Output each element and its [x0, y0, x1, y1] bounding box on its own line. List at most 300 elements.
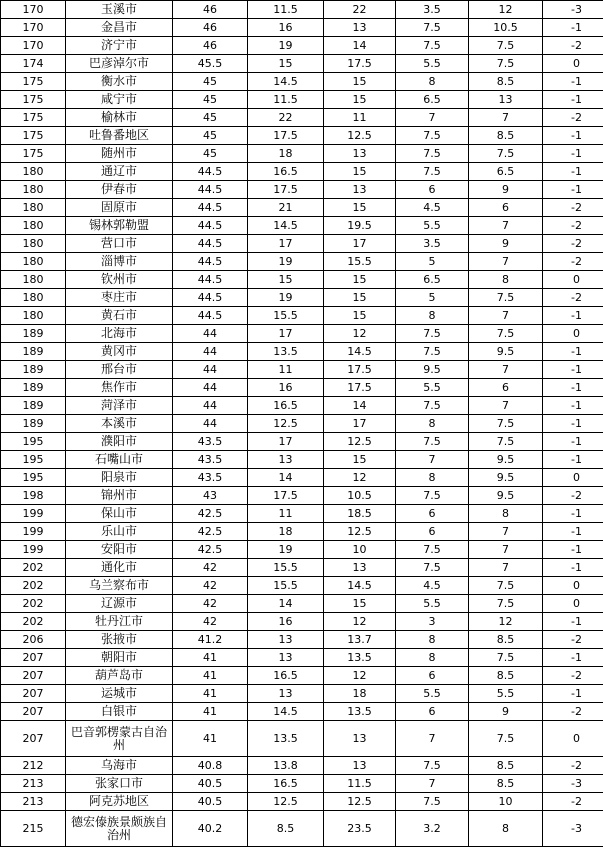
cell-total: 42: [173, 613, 248, 631]
cell-change: -2: [543, 631, 603, 649]
cell-s1: 16.5: [248, 163, 324, 181]
cell-s2: 12.5: [324, 523, 396, 541]
cell-rank: 189: [1, 361, 66, 379]
cell-city: 巴音郭楞蒙古自治州: [66, 721, 173, 757]
cell-rank: 212: [1, 757, 66, 775]
cell-rank: 189: [1, 397, 66, 415]
cell-s2: 13: [324, 721, 396, 757]
cell-city: 濮阳市: [66, 433, 173, 451]
cell-total: 44.5: [173, 235, 248, 253]
cell-change: -1: [543, 505, 603, 523]
cell-s3: 7.5: [396, 37, 469, 55]
cell-total: 42: [173, 577, 248, 595]
cell-s4: 8.5: [469, 775, 543, 793]
table-row: [1, 649, 603, 667]
cell-s4: 7: [469, 559, 543, 577]
cell-city: 锦州市: [66, 487, 173, 505]
table-row: [1, 667, 603, 685]
cell-s2: 12: [324, 469, 396, 487]
cell-city: 伊春市: [66, 181, 173, 199]
cell-change: -2: [543, 217, 603, 235]
cell-s2: 13: [324, 145, 396, 163]
cell-s4: 8.5: [469, 73, 543, 91]
cell-s3: 8: [396, 415, 469, 433]
cell-s4: 7.5: [469, 649, 543, 667]
cell-s4: 8.5: [469, 127, 543, 145]
cell-total: 44: [173, 379, 248, 397]
cell-s3: 7: [396, 721, 469, 757]
cell-rank: 175: [1, 109, 66, 127]
cell-total: 44: [173, 361, 248, 379]
cell-city: 随州市: [66, 145, 173, 163]
cell-rank: 202: [1, 577, 66, 595]
cell-total: 45.5: [173, 55, 248, 73]
cell-s4: 7: [469, 253, 543, 271]
cell-total: 44: [173, 343, 248, 361]
cell-s2: 13.5: [324, 649, 396, 667]
cell-city: 黄冈市: [66, 343, 173, 361]
cell-change: -1: [543, 91, 603, 109]
cell-rank: 170: [1, 37, 66, 55]
cell-s3: 3.5: [396, 1, 469, 19]
cell-city: 本溪市: [66, 415, 173, 433]
cell-s1: 17: [248, 235, 324, 253]
cell-s4: 6: [469, 199, 543, 217]
cell-s2: 12: [324, 613, 396, 631]
cell-change: -1: [543, 613, 603, 631]
cell-s3: 7.5: [396, 343, 469, 361]
cell-s4: 9.5: [469, 469, 543, 487]
table-row: [1, 289, 603, 307]
table-row: [1, 73, 603, 91]
cell-rank: 199: [1, 505, 66, 523]
cell-total: 41: [173, 685, 248, 703]
table-row: [1, 361, 603, 379]
cell-s4: 8.5: [469, 631, 543, 649]
cell-total: 41: [173, 649, 248, 667]
cell-change: -1: [543, 451, 603, 469]
cell-s3: 7: [396, 775, 469, 793]
cell-s4: 9.5: [469, 451, 543, 469]
cell-s1: 15.5: [248, 307, 324, 325]
cell-s1: 21: [248, 199, 324, 217]
cell-s2: 18.5: [324, 505, 396, 523]
cell-change: 0: [543, 721, 603, 757]
cell-s3: 7.5: [396, 145, 469, 163]
table-row: [1, 379, 603, 397]
cell-s1: 13.5: [248, 343, 324, 361]
cell-city: 固原市: [66, 199, 173, 217]
cell-city: 安阳市: [66, 541, 173, 559]
table-row: [1, 793, 603, 811]
cell-s3: 6: [396, 703, 469, 721]
cell-s2: 15: [324, 271, 396, 289]
table-row: [1, 469, 603, 487]
cell-s4: 7.5: [469, 325, 543, 343]
cell-s1: 17.5: [248, 487, 324, 505]
cell-s3: 6: [396, 667, 469, 685]
cell-s2: 22: [324, 1, 396, 19]
cell-s2: 14: [324, 397, 396, 415]
cell-s1: 19: [248, 289, 324, 307]
cell-city: 钦州市: [66, 271, 173, 289]
cell-s1: 18: [248, 145, 324, 163]
cell-change: 0: [543, 55, 603, 73]
cell-s4: 7: [469, 523, 543, 541]
cell-s2: 12: [324, 667, 396, 685]
cell-s3: 5.5: [396, 379, 469, 397]
cell-s4: 9.5: [469, 343, 543, 361]
table-row: [1, 703, 603, 721]
cell-s1: 13.5: [248, 721, 324, 757]
cell-s4: 9: [469, 235, 543, 253]
cell-s3: 7: [396, 451, 469, 469]
cell-s2: 12.5: [324, 793, 396, 811]
cell-s1: 14: [248, 469, 324, 487]
cell-rank: 207: [1, 685, 66, 703]
cell-s3: 7.5: [396, 397, 469, 415]
table-row: [1, 559, 603, 577]
cell-s2: 17.5: [324, 379, 396, 397]
cell-city: 阿克苏地区: [66, 793, 173, 811]
cell-s3: 5.5: [396, 595, 469, 613]
cell-total: 41: [173, 667, 248, 685]
cell-s1: 12.5: [248, 793, 324, 811]
cell-s4: 7.5: [469, 433, 543, 451]
cell-rank: 180: [1, 199, 66, 217]
cell-s2: 14.5: [324, 343, 396, 361]
cell-s1: 16: [248, 379, 324, 397]
cell-change: -2: [543, 199, 603, 217]
cell-s2: 15: [324, 73, 396, 91]
cell-change: 0: [543, 469, 603, 487]
table-row: [1, 721, 603, 757]
cell-total: 44.5: [173, 163, 248, 181]
cell-total: 44: [173, 397, 248, 415]
cell-total: 40.5: [173, 775, 248, 793]
cell-s3: 4.5: [396, 577, 469, 595]
cell-s3: 6: [396, 505, 469, 523]
cell-s1: 19: [248, 253, 324, 271]
cell-s3: 8: [396, 649, 469, 667]
cell-rank: 189: [1, 379, 66, 397]
cell-s2: 23.5: [324, 811, 396, 847]
cell-city: 金昌市: [66, 19, 173, 37]
table-row: [1, 487, 603, 505]
cell-rank: 215: [1, 811, 66, 847]
cell-change: -1: [543, 433, 603, 451]
cell-s1: 16.5: [248, 775, 324, 793]
cell-total: 44.5: [173, 289, 248, 307]
table-row: [1, 37, 603, 55]
cell-s2: 13: [324, 757, 396, 775]
cell-s3: 5.5: [396, 217, 469, 235]
cell-s1: 14.5: [248, 217, 324, 235]
cell-change: -2: [543, 253, 603, 271]
cell-rank: 199: [1, 541, 66, 559]
cell-rank: 174: [1, 55, 66, 73]
cell-city: 牡丹江市: [66, 613, 173, 631]
cell-change: 0: [543, 595, 603, 613]
cell-s4: 7: [469, 397, 543, 415]
table-row: [1, 253, 603, 271]
cell-city: 乐山市: [66, 523, 173, 541]
cell-change: -1: [543, 127, 603, 145]
cell-s2: 10: [324, 541, 396, 559]
cell-s1: 14.5: [248, 703, 324, 721]
cell-change: 0: [543, 271, 603, 289]
cell-city: 邢台市: [66, 361, 173, 379]
cell-change: -1: [543, 19, 603, 37]
table-row: [1, 613, 603, 631]
cell-city: 淄博市: [66, 253, 173, 271]
cell-rank: 195: [1, 451, 66, 469]
cell-city: 咸宁市: [66, 91, 173, 109]
cell-total: 41: [173, 721, 248, 757]
cell-s3: 7.5: [396, 433, 469, 451]
cell-total: 44.5: [173, 307, 248, 325]
cell-total: 41: [173, 703, 248, 721]
table-row: [1, 307, 603, 325]
cell-s2: 17: [324, 235, 396, 253]
cell-s4: 8: [469, 505, 543, 523]
table-body: [1, 1, 603, 847]
cell-city: 张掖市: [66, 631, 173, 649]
cell-s2: 14.5: [324, 577, 396, 595]
cell-s3: 7.5: [396, 163, 469, 181]
cell-rank: 180: [1, 289, 66, 307]
cell-change: -1: [543, 181, 603, 199]
cell-s4: 7.5: [469, 595, 543, 613]
cell-rank: 207: [1, 721, 66, 757]
cell-total: 42.5: [173, 541, 248, 559]
cell-s1: 11: [248, 361, 324, 379]
table-row: [1, 397, 603, 415]
cell-s4: 7: [469, 109, 543, 127]
cell-s3: 7: [396, 109, 469, 127]
cell-city: 榆林市: [66, 109, 173, 127]
cell-total: 45: [173, 109, 248, 127]
cell-total: 45: [173, 127, 248, 145]
cell-rank: 175: [1, 73, 66, 91]
cell-s2: 19.5: [324, 217, 396, 235]
cell-s3: 6: [396, 181, 469, 199]
cell-s4: 7.5: [469, 721, 543, 757]
cell-s3: 3: [396, 613, 469, 631]
cell-s1: 15: [248, 271, 324, 289]
cell-city: 菏泽市: [66, 397, 173, 415]
cell-s1: 15.5: [248, 559, 324, 577]
cell-s3: 7.5: [396, 127, 469, 145]
cell-s4: 7.5: [469, 577, 543, 595]
cell-s3: 8: [396, 631, 469, 649]
cell-change: -1: [543, 541, 603, 559]
cell-change: -3: [543, 775, 603, 793]
cell-change: -1: [543, 73, 603, 91]
cell-city: 锡林郭勒盟: [66, 217, 173, 235]
table-row: [1, 631, 603, 649]
cell-change: -1: [543, 523, 603, 541]
cell-total: 45: [173, 91, 248, 109]
cell-total: 42: [173, 595, 248, 613]
cell-change: -3: [543, 811, 603, 847]
cell-s2: 11.5: [324, 775, 396, 793]
cell-rank: 195: [1, 469, 66, 487]
cell-s3: 3.2: [396, 811, 469, 847]
cell-s1: 8.5: [248, 811, 324, 847]
cell-change: -1: [543, 397, 603, 415]
cell-s3: 6.5: [396, 271, 469, 289]
cell-change: -2: [543, 667, 603, 685]
cell-s4: 8: [469, 811, 543, 847]
cell-s2: 15.5: [324, 253, 396, 271]
cell-city: 枣庄市: [66, 289, 173, 307]
cell-rank: 213: [1, 793, 66, 811]
cell-city: 巴彦淖尔市: [66, 55, 173, 73]
cell-s1: 11.5: [248, 1, 324, 19]
cell-s2: 17: [324, 415, 396, 433]
cell-s2: 15: [324, 91, 396, 109]
cell-rank: 207: [1, 703, 66, 721]
cell-s4: 5.5: [469, 685, 543, 703]
cell-s1: 11: [248, 505, 324, 523]
cell-s1: 16.5: [248, 397, 324, 415]
table-row: [1, 127, 603, 145]
table-row: [1, 775, 603, 793]
table-row: [1, 433, 603, 451]
cell-s2: 12.5: [324, 433, 396, 451]
cell-s1: 15.5: [248, 577, 324, 595]
table-row: [1, 523, 603, 541]
cell-total: 44: [173, 325, 248, 343]
cell-city: 乌兰察布市: [66, 577, 173, 595]
cell-s4: 9.5: [469, 487, 543, 505]
cell-total: 43.5: [173, 433, 248, 451]
cell-city: 运城市: [66, 685, 173, 703]
table-row: [1, 577, 603, 595]
table-row: [1, 91, 603, 109]
cell-city: 葫芦岛市: [66, 667, 173, 685]
cell-rank: 180: [1, 217, 66, 235]
cell-s2: 10.5: [324, 487, 396, 505]
cell-change: 0: [543, 325, 603, 343]
cell-s4: 9: [469, 703, 543, 721]
cell-s1: 13: [248, 631, 324, 649]
table-row: [1, 181, 603, 199]
table-row: [1, 451, 603, 469]
cell-total: 43.5: [173, 451, 248, 469]
cell-s4: 7.5: [469, 289, 543, 307]
cell-s4: 7.5: [469, 415, 543, 433]
cell-s4: 7: [469, 307, 543, 325]
cell-s4: 12: [469, 1, 543, 19]
cell-total: 45: [173, 145, 248, 163]
cell-s3: 7.5: [396, 325, 469, 343]
cell-s3: 5: [396, 289, 469, 307]
cell-change: 0: [543, 577, 603, 595]
cell-total: 44.5: [173, 253, 248, 271]
cell-rank: 189: [1, 325, 66, 343]
cell-total: 46: [173, 37, 248, 55]
cell-s3: 5.5: [396, 55, 469, 73]
cell-change: -1: [543, 163, 603, 181]
cell-s4: 7.5: [469, 55, 543, 73]
cell-s2: 12.5: [324, 127, 396, 145]
cell-change: -2: [543, 487, 603, 505]
cell-s4: 7.5: [469, 145, 543, 163]
cell-rank: 207: [1, 649, 66, 667]
cell-total: 42.5: [173, 523, 248, 541]
cell-change: -2: [543, 235, 603, 253]
cell-city: 黄石市: [66, 307, 173, 325]
cell-rank: 170: [1, 1, 66, 19]
cell-s1: 17: [248, 433, 324, 451]
cell-s1: 13: [248, 451, 324, 469]
cell-change: -2: [543, 37, 603, 55]
cell-s4: 10.5: [469, 19, 543, 37]
cell-total: 44.5: [173, 181, 248, 199]
cell-s2: 17.5: [324, 55, 396, 73]
cell-city: 乌海市: [66, 757, 173, 775]
cell-s2: 13: [324, 181, 396, 199]
table-row: [1, 145, 603, 163]
cell-change: -2: [543, 109, 603, 127]
cell-city: 焦作市: [66, 379, 173, 397]
table-row: [1, 163, 603, 181]
table-row: [1, 415, 603, 433]
cell-rank: 175: [1, 91, 66, 109]
cell-city: 吐鲁番地区: [66, 127, 173, 145]
table-row: [1, 19, 603, 37]
cell-s2: 15: [324, 595, 396, 613]
cell-change: -2: [543, 757, 603, 775]
cell-rank: 198: [1, 487, 66, 505]
cell-city: 张家口市: [66, 775, 173, 793]
cell-rank: 180: [1, 235, 66, 253]
cell-s2: 17.5: [324, 361, 396, 379]
cell-rank: 180: [1, 163, 66, 181]
cell-city: 白银市: [66, 703, 173, 721]
cell-s2: 13.7: [324, 631, 396, 649]
cell-s2: 15: [324, 289, 396, 307]
cell-s3: 6: [396, 523, 469, 541]
cell-s2: 15: [324, 451, 396, 469]
cell-s1: 16.5: [248, 667, 324, 685]
cell-s2: 15: [324, 163, 396, 181]
cell-city: 营口市: [66, 235, 173, 253]
cell-total: 44.5: [173, 199, 248, 217]
cell-total: 40.8: [173, 757, 248, 775]
cell-change: -1: [543, 307, 603, 325]
cell-total: 41.2: [173, 631, 248, 649]
cell-city: 朝阳市: [66, 649, 173, 667]
cell-s1: 14.5: [248, 73, 324, 91]
table-row: [1, 217, 603, 235]
table-row: [1, 235, 603, 253]
cell-s3: 9.5: [396, 361, 469, 379]
cell-s1: 15: [248, 55, 324, 73]
cell-change: -3: [543, 1, 603, 19]
table-row: [1, 541, 603, 559]
cell-change: -1: [543, 379, 603, 397]
cell-rank: 170: [1, 19, 66, 37]
cell-s2: 13: [324, 19, 396, 37]
cell-s4: 8.5: [469, 667, 543, 685]
cell-rank: 206: [1, 631, 66, 649]
cell-change: -1: [543, 361, 603, 379]
cell-s3: 3.5: [396, 235, 469, 253]
table-row: [1, 271, 603, 289]
